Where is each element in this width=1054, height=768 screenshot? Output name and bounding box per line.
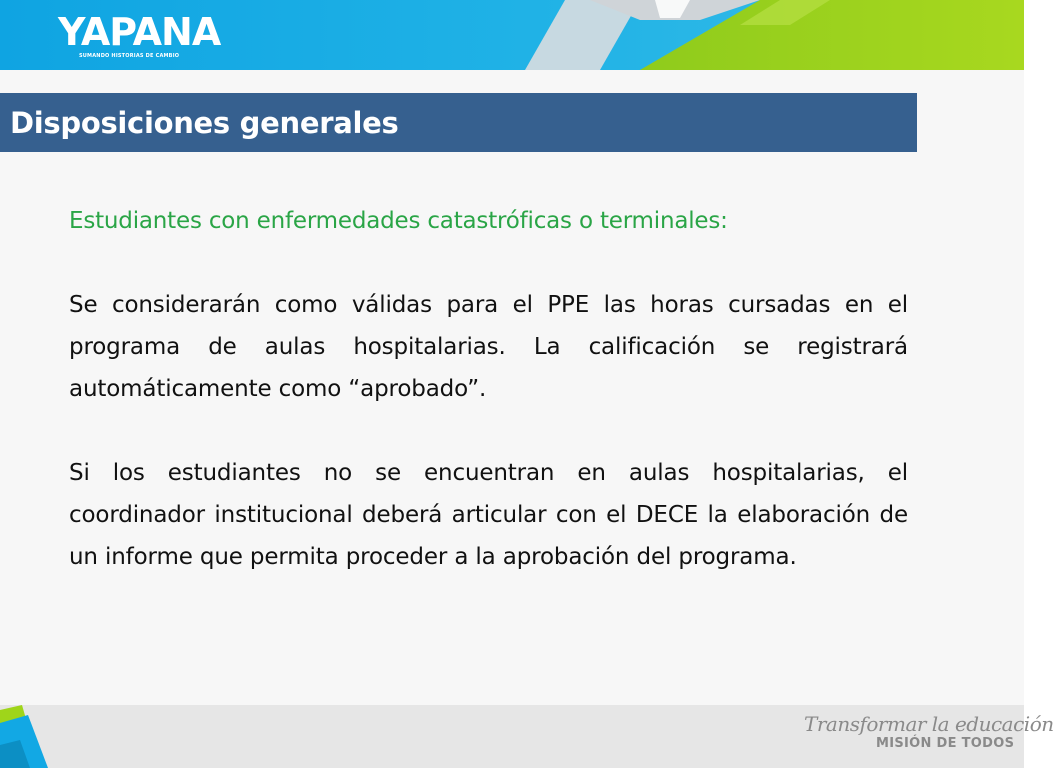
footer-motto — [804, 712, 1054, 751]
subheading: Estudiantes con enfermedades catastróficas o terminales: — [69, 208, 728, 234]
motto-line-1: Transformar la educación — [804, 712, 1054, 736]
slide-content — [69, 200, 908, 578]
logo-text: YAPANA — [58, 10, 221, 54]
spacer — [69, 242, 908, 284]
header-banner — [0, 0, 1024, 70]
motto-line-2: MISIÓN DE TODOS — [876, 736, 1015, 751]
title-bar — [0, 93, 917, 152]
paragraph-1: Se considerarán como válidas para el PPE las horas cursadas en el programa de aulas hospitalarias. La calificación se registrará automáticamente como “aprobado”. — [69, 292, 908, 402]
yapana-logo — [58, 10, 221, 62]
slide-title: Disposiciones generales — [10, 106, 399, 140]
paragraph-2: Si los estudiantes no se encuentran en aulas hospitalarias, el coordinador institucional deberá articular con el DECE la elaboración de un informe que permita proceder a la aprobación del programa. — [69, 460, 908, 570]
footer-corner-graphic — [0, 705, 55, 768]
spacer — [69, 410, 908, 452]
logo-tagline: SUMANDO HISTORIAS DE CAMBIO — [79, 53, 180, 59]
